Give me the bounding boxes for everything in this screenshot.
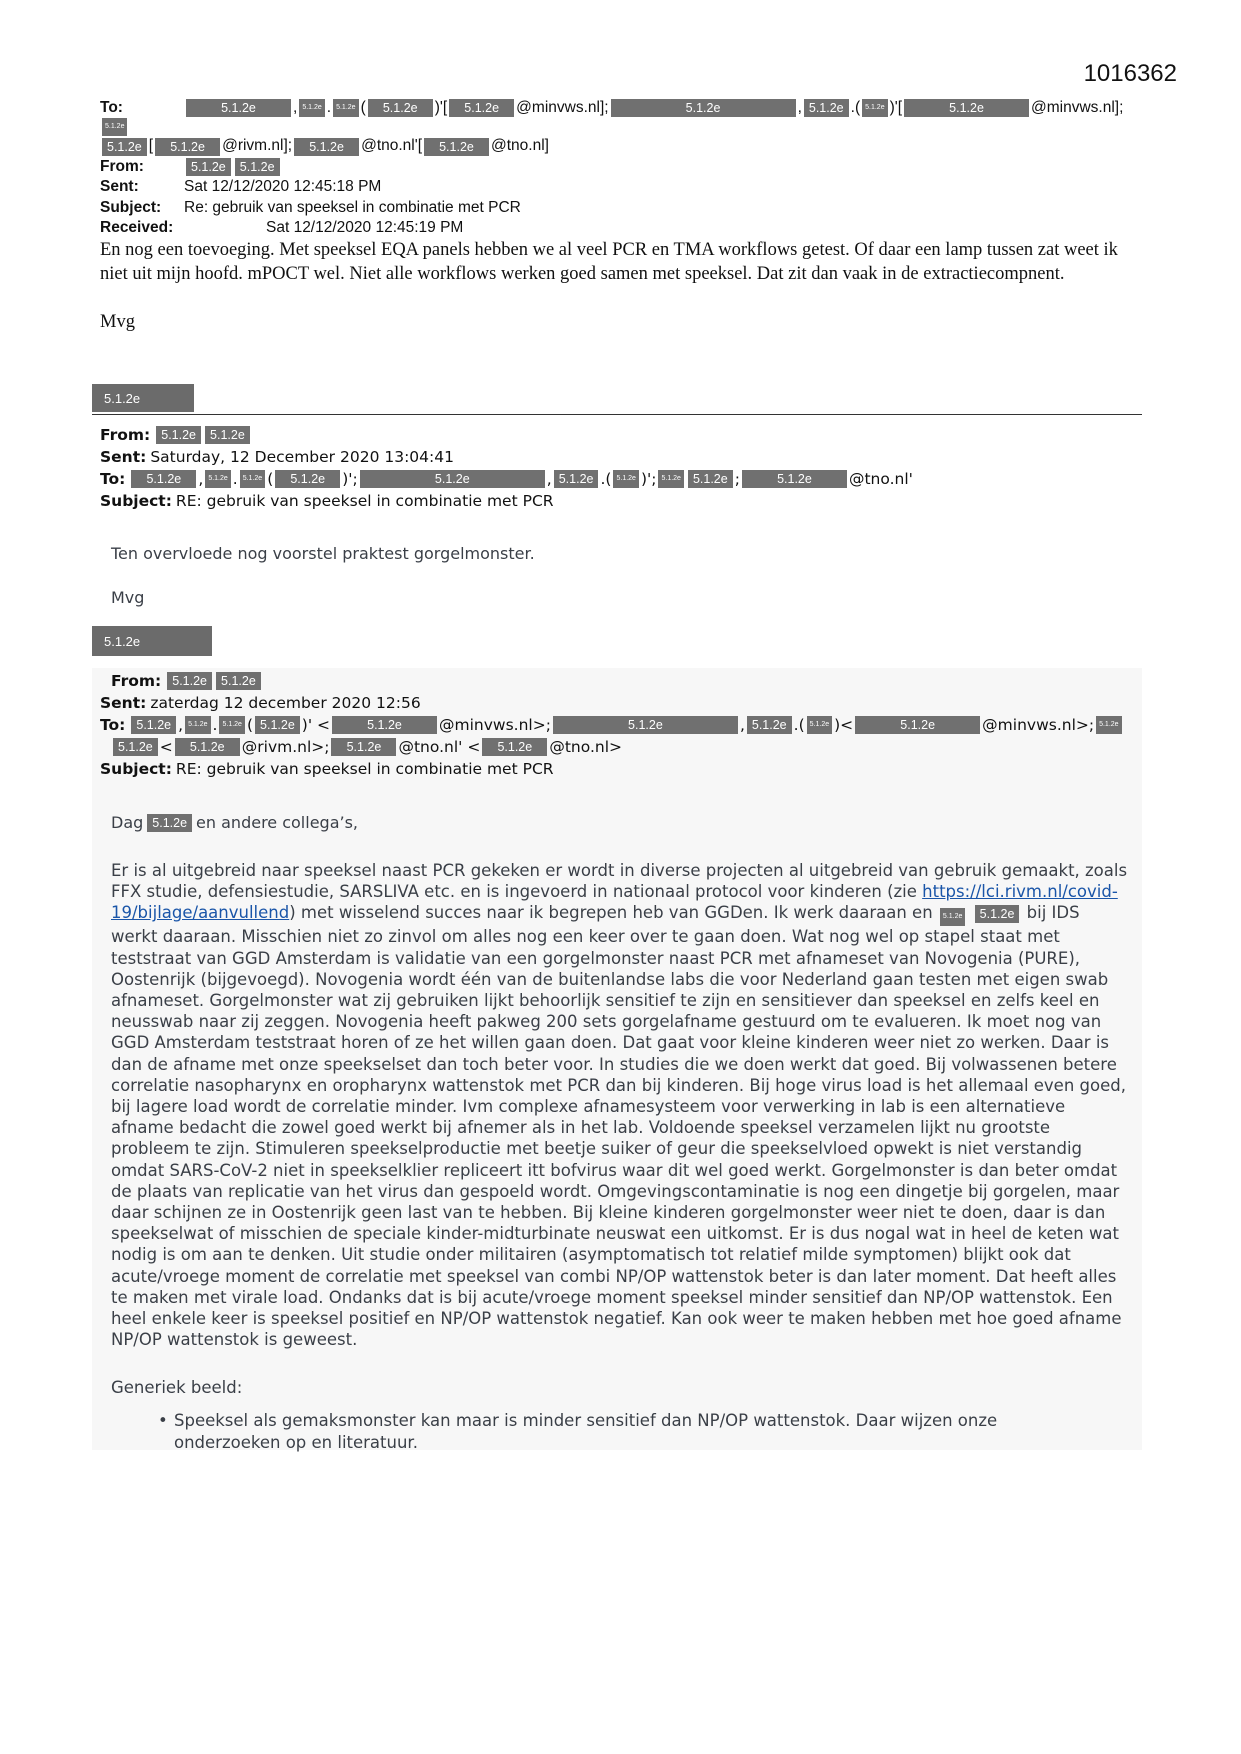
to-domain-minvws: @minvws.nl>; <box>439 716 551 734</box>
to-lt: < <box>159 738 173 756</box>
to-domain-tno: @tno.nl' < <box>398 738 481 756</box>
from-label: From: <box>111 672 162 690</box>
sent-row <box>100 177 1130 197</box>
to-fragment: )'[ <box>434 99 448 116</box>
to-paren: ( <box>360 99 366 116</box>
to-row <box>100 98 1130 136</box>
to-row <box>100 468 913 490</box>
subject-value: RE: gebruik van speeksel in combinatie met PCR <box>175 760 554 778</box>
subject-label: Subject: <box>100 198 162 216</box>
redaction-block: 5.1.2e <box>175 738 240 756</box>
from-label: From: <box>100 157 144 175</box>
to-domain-minvws: @minvws.nl]; <box>516 99 609 116</box>
divider <box>92 414 1142 415</box>
to-row <box>100 714 1124 736</box>
to-lt: < <box>840 716 854 734</box>
redaction-block-small: 5.1.2e <box>102 118 127 136</box>
subject-value: RE: gebruik van speeksel in combinatie met PCR <box>175 492 554 510</box>
redaction-block-small: 5.1.2e <box>613 470 638 488</box>
subject-label: Subject: <box>100 492 172 510</box>
to-dot: . <box>326 99 332 116</box>
closing: Mvg <box>111 588 145 607</box>
to-domain-tno: @tno.nl' <box>848 470 913 488</box>
to-dot: . <box>600 470 606 488</box>
message-header-1 <box>100 98 1130 239</box>
sent-value: Saturday, 12 December 2020 13:04:41 <box>150 448 454 466</box>
redaction-block: 5.1.2e <box>975 905 1020 923</box>
subject-row <box>100 490 913 512</box>
to-fragment: )'[ <box>889 99 903 116</box>
redaction-block-small: 5.1.2e <box>862 99 887 117</box>
sent-value: Sat 12/12/2020 12:45:18 PM <box>184 178 382 196</box>
rivm-link[interactable]: https://lci.rivm.nl/covid-19/bijlage/aanvullend <box>111 882 1118 923</box>
redaction-block: 5.1.2e <box>255 716 300 734</box>
to-comma: , <box>797 99 802 116</box>
to-comma: , <box>198 470 204 488</box>
to-paren: ( <box>798 716 805 734</box>
subject-value: Re: gebruik van speeksel in combinatie met PCR <box>184 198 521 216</box>
to-dot: . <box>850 99 855 116</box>
to-domain-tno: @tno.nl'[ <box>361 137 422 155</box>
closing: Mvg <box>100 312 135 332</box>
sent-label: Sent: <box>100 178 139 196</box>
redaction-block: 5.1.2e <box>147 814 192 832</box>
redaction-block: 5.1.2e <box>205 426 250 444</box>
to-dot: . <box>232 470 238 488</box>
to-domain-tno-end: @tno.nl> <box>549 738 622 756</box>
redaction-block: 5.1.2e <box>102 138 147 156</box>
list-item <box>158 1410 1088 1453</box>
redaction-block-small: 5.1.2e <box>219 716 244 734</box>
redaction-block: 5.1.2e <box>216 672 261 690</box>
from-row <box>111 670 1124 692</box>
sent-row <box>100 446 913 468</box>
redaction-block: 5.1.2e <box>554 470 599 488</box>
sent-value: zaterdag 12 december 2020 12:56 <box>150 694 421 712</box>
to-fragment: )'; <box>640 470 657 488</box>
redaction-block: 5.1.2e <box>275 470 340 488</box>
to-comma: , <box>293 99 298 116</box>
redaction-block: 5.1.2e <box>804 99 849 117</box>
to-paren: ( <box>605 470 612 488</box>
generic-heading: Generiek beeld: <box>111 1378 243 1397</box>
redaction-block: 5.1.2e <box>167 672 212 690</box>
sent-label: Sent: <box>100 448 147 466</box>
redaction-block-small: 5.1.2e <box>205 470 230 488</box>
redaction-block: 5.1.2e <box>688 470 733 488</box>
to-comma: , <box>546 470 552 488</box>
to-domain-minvws: @minvws.nl>; <box>982 716 1095 734</box>
redaction-block: 5.1.2e <box>904 99 1029 117</box>
redaction-block: 5.1.2e <box>611 99 796 117</box>
redaction-block: 5.1.2e <box>482 738 547 756</box>
redaction-block-small: 5.1.2e <box>807 716 832 734</box>
greeting-post: en andere collega’s, <box>196 813 359 832</box>
to-domain-tno-end: @tno.nl] <box>491 137 549 155</box>
to-row-continued <box>100 136 1130 156</box>
signature-redaction: 5.1.2e <box>92 384 194 412</box>
redaction-block: 5.1.2e <box>155 138 220 156</box>
subject-row <box>100 758 1124 780</box>
redaction-block: 5.1.2e <box>368 99 433 117</box>
redaction-block: 5.1.2e <box>331 738 396 756</box>
to-paren: ( <box>267 470 274 488</box>
redaction-block: 5.1.2e <box>156 426 201 444</box>
to-domain-rivm: @rivm.nl>; <box>241 738 330 756</box>
message-body-3 <box>111 860 1131 1350</box>
to-label: To: <box>100 716 126 734</box>
subject-label: Subject: <box>100 760 172 778</box>
message-body-1 <box>100 238 1140 358</box>
sent-label: Sent: <box>100 694 147 712</box>
from-row <box>100 424 913 446</box>
received-row <box>100 218 1130 238</box>
redaction-block: 5.1.2e <box>424 138 489 156</box>
to-row-continued <box>111 736 1124 758</box>
redaction-block: 5.1.2e <box>449 99 514 117</box>
body-paragraph: En nog een toevoeging. Met speeksel EQA panels hebben we al veel PCR en TMA workflows getest. Of daar een lamp tussen zat weet ik niet uit mijn hoofd. mPOCT wel. Niet alle workflows werken goed samen met speeksel. Dat zit dan vaak in de extractiecompnent. <box>100 240 1118 284</box>
received-value: Sat 12/12/2020 12:45:19 PM <box>266 219 464 237</box>
document-number: 1016362 <box>1083 60 1177 87</box>
redaction-block: 5.1.2e <box>855 716 980 734</box>
redaction-block-small: 5.1.2e <box>240 470 265 488</box>
message-body-2: Ten overvloede nog voorstel praktest gorgelmonster. <box>111 544 535 563</box>
redaction-block-small: 5.1.2e <box>658 470 683 488</box>
to-label: To: <box>100 470 126 488</box>
redaction-block: 5.1.2e <box>294 138 359 156</box>
body-intro: Er is al uitgebreid naar speeksel naast PCR gekeken er wordt in diverse projecten al uitgebreid van gebruik gemaakt, zoals FFX studie, defensiestudie, SARSLIVA etc. en is ingevoerd in nationaal protocol voor kinderen (zie <box>111 861 1128 902</box>
subject-row <box>100 198 1130 218</box>
redaction-block: 5.1.2e <box>360 470 545 488</box>
redaction-block: 5.1.2e <box>747 716 792 734</box>
redaction-block-small: 5.1.2e <box>333 99 358 117</box>
to-dot: . <box>793 716 799 734</box>
received-label: Received: <box>100 219 174 237</box>
bullet-text: Speeksel als gemaksmonster kan maar is minder sensitief dan NP/OP wattenstok. Daar wijzen onze onderzoeken op en literatuur. <box>174 1411 998 1452</box>
from-row <box>100 157 1130 177</box>
redaction-block: 5.1.2e <box>553 716 738 734</box>
redaction-block-small: 5.1.2e <box>299 99 324 117</box>
redaction-block: 5.1.2e <box>131 716 176 734</box>
to-paren: ( <box>246 716 254 734</box>
redaction-block: 5.1.2e <box>186 99 291 117</box>
to-fragment: ) <box>834 716 841 734</box>
to-comma: , <box>178 716 184 734</box>
redaction-block: 5.1.2e <box>742 470 847 488</box>
redaction-block-small: 5.1.2e <box>185 716 210 734</box>
from-label: From: <box>100 426 151 444</box>
to-semicolon: ; <box>734 470 740 488</box>
message-header-3 <box>100 670 1124 780</box>
to-domain-minvws: @minvws.nl]; <box>1031 99 1124 116</box>
to-fragment: )' < <box>301 716 331 734</box>
redaction-block: 5.1.2e <box>235 158 280 176</box>
redaction-block: 5.1.2e <box>332 716 437 734</box>
to-bracket: [ <box>148 137 154 155</box>
body-main: bij IDS werkt daaraan. Misschien niet zo zinvol om alles nog een keer over te gaan doen. Wat nog wel op stapel staat met teststraat van GGD Amsterdam is validatie van een gorgelmonster naast PCR met afnameset van Novogenia (PURE), Oostenrijk (bijgevoegd). Novogenia wordt één van de buitenlandse labs die voor Nederland gaan testen met eigen swab afnameset. Gorgelmonster wat zij gebruiken lijkt behoorlijk sensitief te zijn en sensitiever dan speeksel en zelfs keel en neusswab naar zij zeggen. Novogenia heeft pakweg 200 sets gorgelafname gestuurd om te evalueren. Ik moet nog van GGD Amsterdam teststraat horen of ze het willen gaan doen. Dat gaat voor kleine kinderen weer niet zo werken. Daar is dan de afname met onze speekselset dan toch beter voor. In studies die we doen werkt dat goed. Bij volwassenen betere correlatie nasopharynx en oropharynx wattenstok met PCR dan bij kinderen. Bij hoge virus load is het allemaal even goed, bij lagere load wordt de correlatie minder. Ivm complexe afnamesysteem voor verwerking in lab is een alternatieve afname bedacht die zowel goed werkt bij afnemer als in het lab. Voldoende speeksel verzamelen lijkt nu grootste probleem te zijn. Stimuleren speekselproductie met beetje suiker of geur die speekselvloed opwekt is niet verstandig omdat SARS-CoV-2 niet in speekselklier repliceert itt bofvirus waar dit wel goed werkt. Gorgelmonster is dan beter omdat de plaats van replicatie van het virus dan gespoeld wordt. Omgevingscontaminatie is nog een dingetje bij gorgelen, maar daar schijnen ze in Oostenrijk geen last van te hebben. Bij kleine kinderen gorgelmonster weer niet te doen, daar is dan speekselwat of misschien de speciale kinder-midturbinate neuswat een uitkomst. Er is dus nogal wat in heel de keten wat nodig is om aan te denken. Uit studie onder militairen (asymptomatisch tot relatief milde symptomen) blijkt ook dat acute/vroege moment de correlatie met speeksel van combi NP/OP wattenstok beter is dan later moment. Dat heeft alles te maken met virale load. Ondanks dat is bij acute/vroege moment speeksel minder sensitief dan NP/OP wattenstok. Een heel enkele keer is speeksel positief en NP/OP wattenstok negatief. Kan ook weer te maken hebben met hoe goed afname NP/OP wattenstok is geweest. <box>111 903 1126 1350</box>
bullet-dot: • <box>158 1411 168 1430</box>
redaction-block-small: 5.1.2e <box>940 908 965 926</box>
message-header-2 <box>100 424 913 512</box>
redaction-block-small: 5.1.2e <box>1096 716 1121 734</box>
to-paren: ( <box>854 99 861 116</box>
redaction-block: 5.1.2e <box>186 158 231 176</box>
signature-redaction: 5.1.2e <box>92 626 212 656</box>
greeting-pre: Dag <box>111 813 144 832</box>
to-domain-rivm: @rivm.nl]; <box>222 137 293 155</box>
redaction-block: 5.1.2e <box>131 470 196 488</box>
sent-row <box>100 692 1124 714</box>
redaction-block: 5.1.2e <box>113 738 158 756</box>
to-fragment: )'; <box>342 470 358 488</box>
to-label: To: <box>100 99 123 116</box>
to-comma: , <box>739 716 745 734</box>
body-after-link: ) met wisselend succes naar ik begrepen heb van GGDen. Ik werk daaraan en <box>289 903 933 923</box>
to-dot: . <box>212 716 218 734</box>
greeting <box>111 812 358 833</box>
